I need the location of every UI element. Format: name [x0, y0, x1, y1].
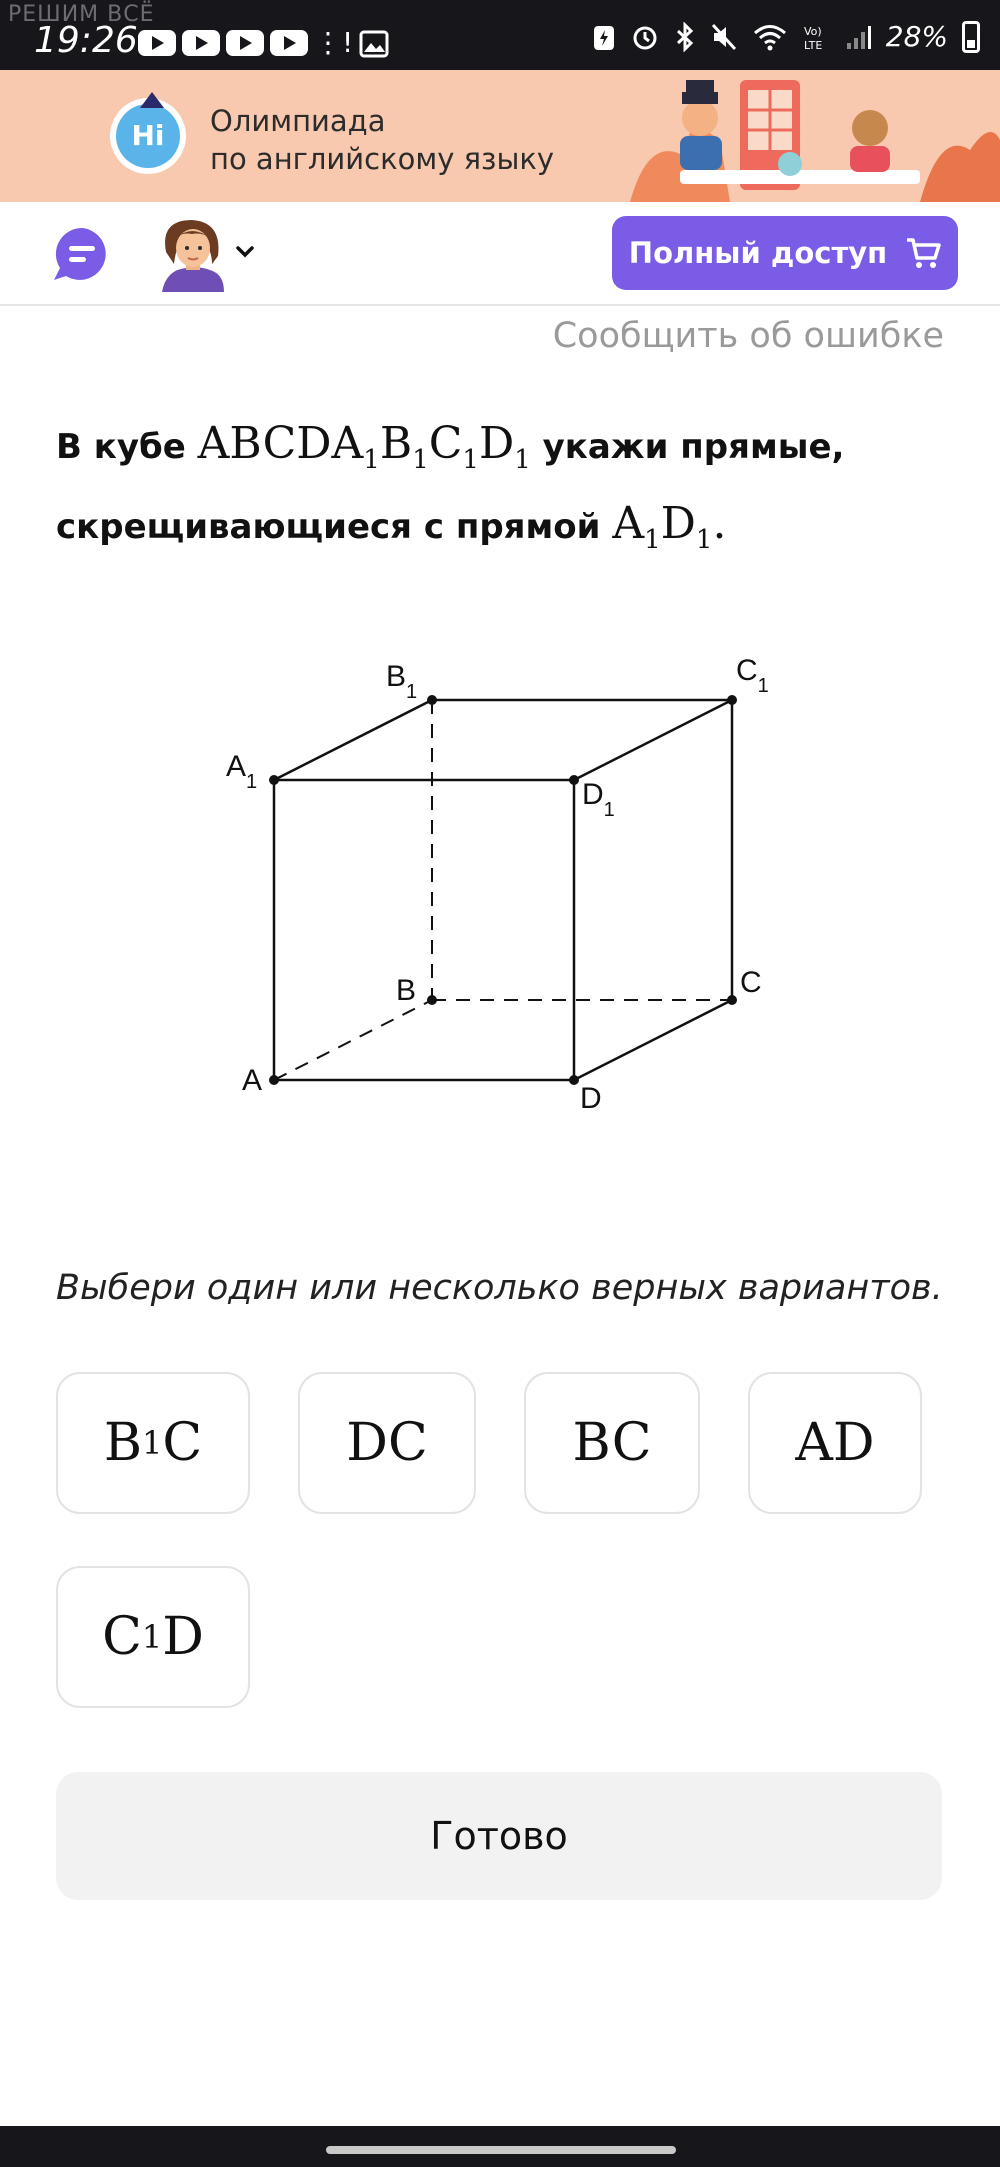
edge-D1C1 [574, 700, 732, 780]
option-b1c[interactable]: B 1 C [56, 1372, 250, 1514]
svg-text:LTE: LTE [803, 38, 823, 52]
app-header [0, 202, 1000, 306]
youtube-icon [182, 30, 220, 56]
vertex-D1 [569, 775, 579, 785]
vertex-A [269, 1075, 279, 1085]
label-A1: $A_1$ [226, 750, 258, 793]
option-ad[interactable]: AD [748, 1372, 922, 1514]
volte-icon [802, 22, 832, 52]
vertex-B [427, 995, 437, 1005]
cube-notation: $ABCDA_1B_1C_1D_1$ [197, 418, 531, 475]
vertex-C [727, 995, 737, 1005]
hi-logo: Hi [110, 98, 186, 174]
crown-icon [140, 92, 164, 108]
cart-icon [905, 237, 941, 269]
home-gesture-bar[interactable] [326, 2146, 676, 2154]
question-text: В кубе $ABCDA_1B_1C_1D_1$ укажи прямые, скрещивающиеся с прямой $A_1D_1$. [56, 418, 845, 555]
clock: 19:26 [34, 20, 138, 61]
option-dc[interactable]: DC [298, 1372, 476, 1514]
svg-text:Vo): Vo) [803, 24, 822, 38]
edge-A1B1 [274, 700, 432, 780]
vertex-C1 [727, 695, 737, 705]
chevron-down-icon [238, 248, 252, 255]
battery-saver-icon [592, 22, 616, 52]
watermark: РЕШИМ ВСЁ [8, 2, 155, 27]
label-C1: $C_1$ [736, 654, 769, 697]
system-icons [592, 20, 980, 53]
battery-icon [962, 21, 980, 53]
alarm-icon [630, 22, 660, 52]
label-B1: $B_1$ [386, 660, 418, 703]
done-button[interactable]: Готово [56, 1772, 942, 1900]
vertex-B1 [427, 695, 437, 705]
bluetooth-icon [674, 22, 696, 52]
mute-icon [710, 22, 738, 52]
option-bc[interactable]: BC [524, 1372, 700, 1514]
tea-party-illustration [620, 70, 1000, 202]
system-nav-bar [0, 2126, 1000, 2167]
olympiad-banner[interactable] [0, 70, 1000, 202]
youtube-icon [270, 30, 308, 56]
alert-icon: ⋮! [314, 26, 354, 59]
notification-icons [138, 26, 389, 59]
chat-icon[interactable] [52, 226, 112, 282]
line-notation: $A_1D_1$. [612, 497, 727, 555]
battery-percent: 28% [885, 20, 948, 53]
option-c1d[interactable]: C 1 D [56, 1566, 250, 1708]
signal-icon [846, 23, 872, 51]
cube-diagram [200, 640, 820, 1140]
youtube-icon [138, 30, 176, 56]
label-C: C [740, 966, 762, 999]
vertex-D [569, 1075, 579, 1085]
label-A: A [242, 1064, 263, 1097]
profile-avatar[interactable] [152, 216, 262, 292]
wifi-icon [752, 22, 788, 52]
youtube-icon [226, 30, 264, 56]
image-icon [359, 30, 389, 58]
report-error-link[interactable]: Сообщить об ошибке [552, 316, 944, 356]
label-B: B [396, 974, 417, 1007]
label-D: D [580, 1082, 602, 1115]
edge-AB [274, 1000, 432, 1080]
label-D1: $D_1$ [582, 778, 615, 821]
banner-title: Олимпиада по английскому языку [210, 104, 555, 176]
edge-DC [574, 1000, 732, 1080]
vertex-A1 [269, 775, 279, 785]
status-bar [0, 0, 1000, 70]
instruction-text: Выбери один или несколько верных вариантов. [56, 1268, 943, 1308]
full-access-button[interactable]: Полный доступ [612, 216, 958, 290]
